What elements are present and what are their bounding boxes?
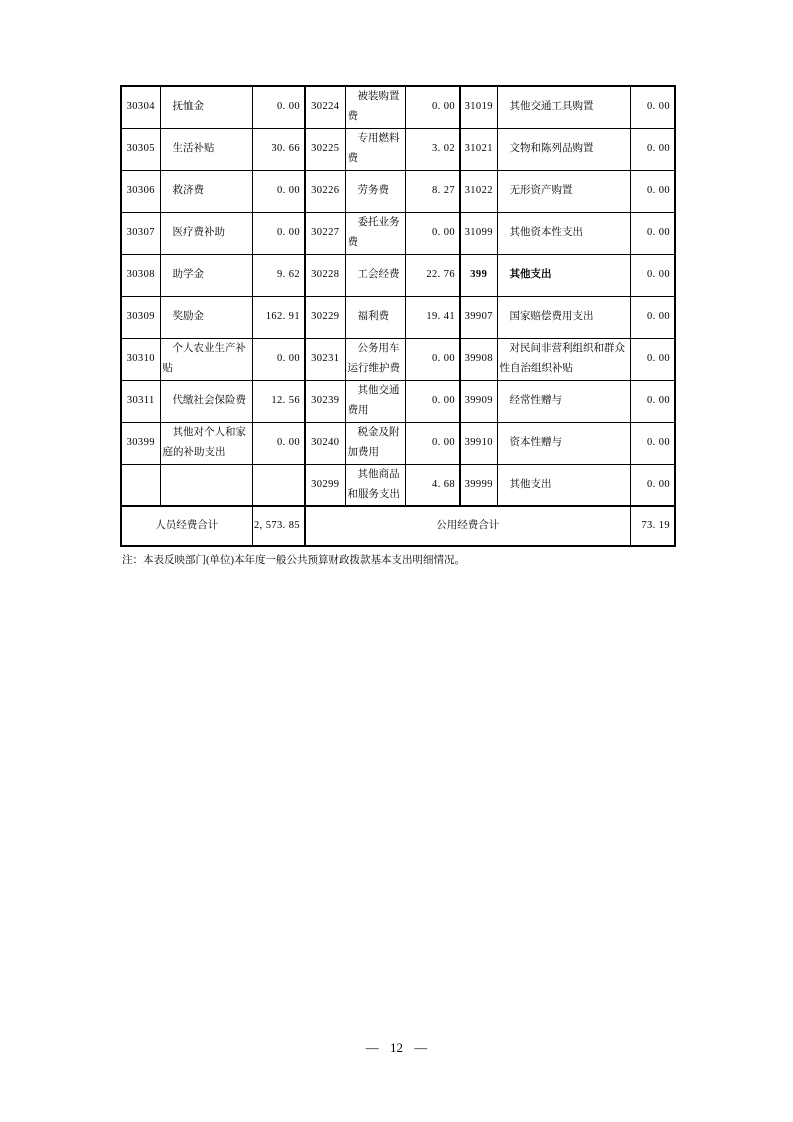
item-name-cell: 其他支出 <box>497 464 630 506</box>
item-name-cell: 资本性赠与 <box>497 422 630 464</box>
table-row <box>121 296 675 338</box>
code-cell: 30305 <box>121 128 160 170</box>
amount-cell: 3. 02 <box>405 128 460 170</box>
code-cell: 30224 <box>305 86 345 128</box>
amount-cell: 22. 76 <box>405 254 460 296</box>
item-name-cell: 经常性赠与 <box>497 380 630 422</box>
amount-cell: 4. 68 <box>405 464 460 506</box>
amount-cell: 0. 00 <box>252 86 305 128</box>
code-cell: 39999 <box>460 464 497 506</box>
amount-cell: 0. 00 <box>405 212 460 254</box>
item-name-cell: 福利费 <box>345 296 405 338</box>
item-name-cell: 文物和陈列品购置 <box>497 128 630 170</box>
amount-cell: 0. 00 <box>630 296 675 338</box>
code-cell: 30226 <box>305 170 345 212</box>
amount-cell: 0. 00 <box>630 212 675 254</box>
amount-cell <box>252 464 305 506</box>
code-cell: 30228 <box>305 254 345 296</box>
table-row <box>121 254 675 296</box>
item-name-cell: 其他交通费用 <box>345 380 405 422</box>
amount-cell: 162. 91 <box>252 296 305 338</box>
item-name-cell: 对民间非营利组织和群众性自治组织补贴 <box>497 338 630 380</box>
item-name-cell: 被装购置费 <box>345 86 405 128</box>
code-cell: 30229 <box>305 296 345 338</box>
table-row <box>121 464 675 506</box>
code-cell: 30399 <box>121 422 160 464</box>
code-cell: 39909 <box>460 380 497 422</box>
amount-cell: 30. 66 <box>252 128 305 170</box>
amount-cell: 0. 00 <box>630 254 675 296</box>
item-name-cell: 代缴社会保险费 <box>160 380 252 422</box>
item-name-cell: 助学金 <box>160 254 252 296</box>
code-cell: 39910 <box>460 422 497 464</box>
amount-cell: 0. 00 <box>630 128 675 170</box>
code-cell: 30225 <box>305 128 345 170</box>
code-cell: 31022 <box>460 170 497 212</box>
amount-cell: 9. 62 <box>252 254 305 296</box>
personnel-total-amount: 2, 573. 85 <box>252 506 305 546</box>
item-name-cell: 其他商品和服务支出 <box>345 464 405 506</box>
code-cell: 39907 <box>460 296 497 338</box>
code-cell: 31021 <box>460 128 497 170</box>
code-cell: 31099 <box>460 212 497 254</box>
amount-cell: 0. 00 <box>630 338 675 380</box>
code-cell: 399 <box>460 254 497 296</box>
table-row <box>121 212 675 254</box>
item-name-cell: 劳务费 <box>345 170 405 212</box>
table-footnote: 注：本表反映部门(单位)本年度一般公共预算财政拨款基本支出明细情况。 <box>122 555 465 566</box>
code-cell: 30309 <box>121 296 160 338</box>
amount-cell: 0. 00 <box>630 170 675 212</box>
item-name-cell: 专用燃料费 <box>345 128 405 170</box>
code-cell: 39908 <box>460 338 497 380</box>
item-name-cell: 无形资产购置 <box>497 170 630 212</box>
code-cell: 30240 <box>305 422 345 464</box>
item-name-cell: 个人农业生产补贴 <box>160 338 252 380</box>
amount-cell: 0. 00 <box>252 170 305 212</box>
table-row <box>121 380 675 422</box>
item-name-cell: 医疗费补助 <box>160 212 252 254</box>
amount-cell: 12. 56 <box>252 380 305 422</box>
item-name-cell: 奖励金 <box>160 296 252 338</box>
code-cell: 30231 <box>305 338 345 380</box>
table-row <box>121 86 675 128</box>
amount-cell: 0. 00 <box>405 338 460 380</box>
item-name-cell: 其他交通工具购置 <box>497 86 630 128</box>
code-cell: 30311 <box>121 380 160 422</box>
amount-cell: 0. 00 <box>405 86 460 128</box>
personnel-total-label: 人员经费合计 <box>121 506 252 546</box>
item-name-cell: 其他资本性支出 <box>497 212 630 254</box>
amount-cell: 19. 41 <box>405 296 460 338</box>
item-name-cell: 公务用车运行维护费 <box>345 338 405 380</box>
item-name-cell: 国家赔偿费用支出 <box>497 296 630 338</box>
code-cell: 30308 <box>121 254 160 296</box>
item-name-cell: 生活补贴 <box>160 128 252 170</box>
item-name-cell: 抚恤金 <box>160 86 252 128</box>
amount-cell: 0. 00 <box>252 422 305 464</box>
public-total-label: 公用经费合计 <box>305 506 630 546</box>
amount-cell: 0. 00 <box>630 422 675 464</box>
code-cell: 30306 <box>121 170 160 212</box>
code-cell: 30310 <box>121 338 160 380</box>
code-cell <box>121 464 160 506</box>
item-name-cell: 其他支出 <box>497 254 630 296</box>
amount-cell: 8. 27 <box>405 170 460 212</box>
amount-cell: 0. 00 <box>630 380 675 422</box>
code-cell: 30227 <box>305 212 345 254</box>
amount-cell: 0. 00 <box>630 464 675 506</box>
code-cell: 30239 <box>305 380 345 422</box>
code-cell: 31019 <box>460 86 497 128</box>
code-cell: 30304 <box>121 86 160 128</box>
totals-row <box>121 506 675 546</box>
code-cell: 30299 <box>305 464 345 506</box>
amount-cell: 0. 00 <box>405 422 460 464</box>
item-name-cell <box>160 464 252 506</box>
item-name-cell: 其他对个人和家庭的补助支出 <box>160 422 252 464</box>
amount-cell: 0. 00 <box>252 338 305 380</box>
item-name-cell: 委托业务费 <box>345 212 405 254</box>
table-row <box>121 338 675 380</box>
item-name-cell: 税金及附加费用 <box>345 422 405 464</box>
basic-expenditure-detail-table <box>120 85 676 547</box>
table-row <box>121 170 675 212</box>
amount-cell: 0. 00 <box>252 212 305 254</box>
amount-cell: 0. 00 <box>630 86 675 128</box>
table-row <box>121 128 675 170</box>
item-name-cell: 救济费 <box>160 170 252 212</box>
code-cell: 30307 <box>121 212 160 254</box>
item-name-cell: 工会经费 <box>345 254 405 296</box>
page-number: — 12 — <box>365 1040 428 1055</box>
public-total-amount: 73. 19 <box>630 506 675 546</box>
amount-cell: 0. 00 <box>405 380 460 422</box>
table-row <box>121 422 675 464</box>
